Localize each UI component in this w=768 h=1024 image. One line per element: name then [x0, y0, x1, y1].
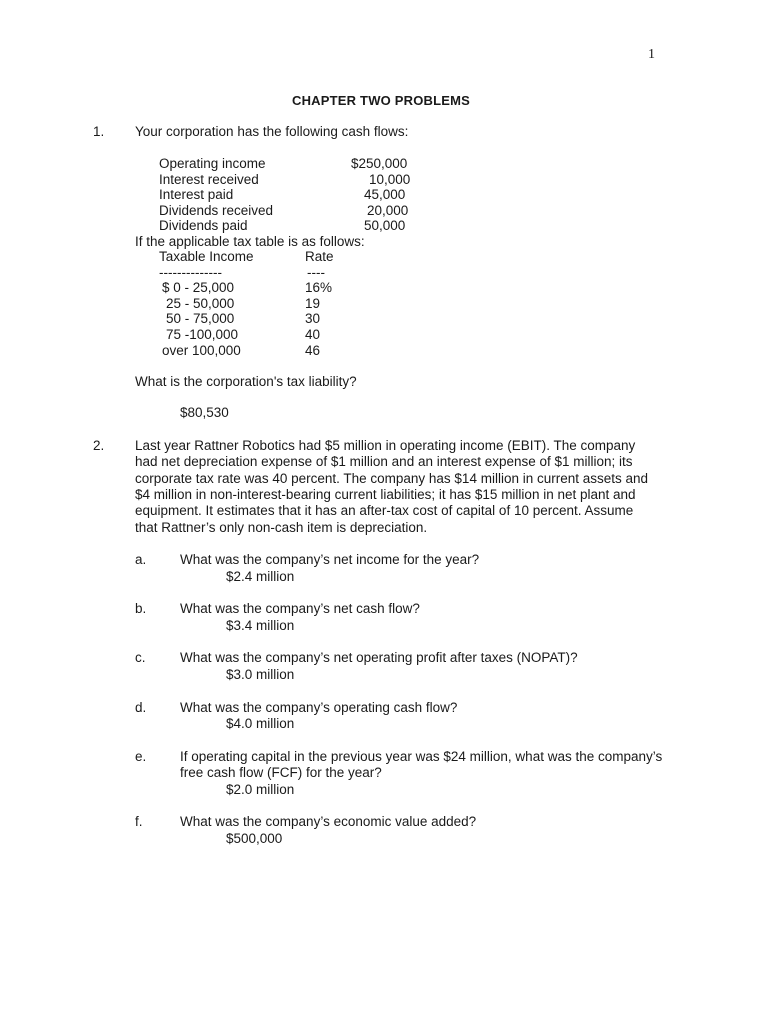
- cash-flow-value: 45,000: [364, 187, 406, 202]
- part-answer: $3.0 million: [226, 667, 295, 682]
- part-letter: b.: [135, 601, 147, 616]
- cash-flow-label: Interest paid: [159, 187, 234, 202]
- page-number: 1: [648, 47, 655, 62]
- tax-row-rate: 40: [305, 327, 321, 342]
- problem-1-intro: Your corporation has the following cash flows:: [135, 124, 409, 139]
- part-question: free cash flow (FCF) for the year?: [180, 765, 382, 780]
- tax-row-rate: 46: [305, 343, 321, 358]
- part-answer: $3.4 million: [226, 618, 295, 633]
- part-question: If operating capital in the previous year was $24 million, what was the company’s: [180, 749, 663, 764]
- part-answer: $500,000: [226, 831, 283, 846]
- problem-2-line: $4 million in non-interest-bearing current liabilities; it has $15 million in net plant and: [135, 487, 636, 502]
- problem-1-question: What is the corporation's tax liability?: [135, 374, 357, 389]
- part-answer: $2.4 million: [226, 569, 295, 584]
- tax-row-income: $ 0 - 25,000: [162, 280, 235, 295]
- cash-flow-label: Dividends paid: [159, 218, 248, 233]
- part-letter: e.: [135, 749, 147, 764]
- part-question: What was the company’s net cash flow?: [180, 601, 420, 616]
- tax-row-income: over 100,000: [162, 343, 241, 358]
- page-title: CHAPTER TWO PROBLEMS: [292, 93, 471, 108]
- part-letter: a.: [135, 552, 147, 567]
- cash-flow-label: Dividends received: [159, 203, 274, 218]
- tax-header-income: Taxable Income: [159, 249, 254, 264]
- tax-row-income: 25 - 50,000: [166, 296, 235, 311]
- tax-row-income: 75 -100,000: [166, 327, 239, 342]
- part-question: What was the company’s operating cash flow?: [180, 700, 458, 715]
- problem-1-number: 1.: [93, 124, 105, 139]
- part-answer: $2.0 million: [226, 782, 295, 797]
- part-question: What was the company’s economic value added?: [180, 814, 477, 829]
- tax-row-rate: 16%: [305, 280, 333, 295]
- problem-2-line: had net depreciation expense of $1 million and an interest expense of $1 million; its: [135, 454, 633, 469]
- tax-divider-income: --------------: [159, 265, 222, 280]
- tax-table-intro: If the applicable tax table is as follows:: [135, 234, 365, 249]
- cash-flow-value: 10,000: [369, 172, 411, 187]
- part-letter: f.: [135, 814, 143, 829]
- problem-2-line: Last year Rattner Robotics had $5 million in operating income (EBIT). The company: [135, 438, 636, 453]
- part-question: What was the company’s net income for the year?: [180, 552, 480, 567]
- tax-row-income: 50 - 75,000: [166, 311, 235, 326]
- cash-flow-value: 50,000: [364, 218, 406, 233]
- cash-flow-value: 20,000: [367, 203, 409, 218]
- tax-row-rate: 30: [305, 311, 321, 326]
- part-letter: d.: [135, 700, 147, 715]
- problem-1-answer: $80,530: [180, 405, 229, 420]
- part-question: What was the company’s net operating profit after taxes (NOPAT)?: [180, 650, 578, 665]
- tax-divider-rate: ----: [307, 265, 325, 280]
- tax-row-rate: 19: [305, 296, 321, 311]
- problem-2-line: equipment. It estimates that it has an after-tax cost of capital of 10 percent. Assume: [135, 503, 634, 518]
- problem-2-line: that Rattner’s only non-cash item is depreciation.: [135, 520, 428, 535]
- cash-flow-label: Operating income: [159, 156, 266, 171]
- cash-flow-label: Interest received: [159, 172, 259, 187]
- cash-flow-value: $250,000: [351, 156, 408, 171]
- problem-2-line: corporate tax rate was 40 percent. The company has $14 million in current assets and: [135, 471, 649, 486]
- tax-header-rate: Rate: [305, 249, 334, 264]
- problem-2-number: 2.: [93, 438, 105, 453]
- part-answer: $4.0 million: [226, 716, 295, 731]
- part-letter: c.: [135, 650, 146, 665]
